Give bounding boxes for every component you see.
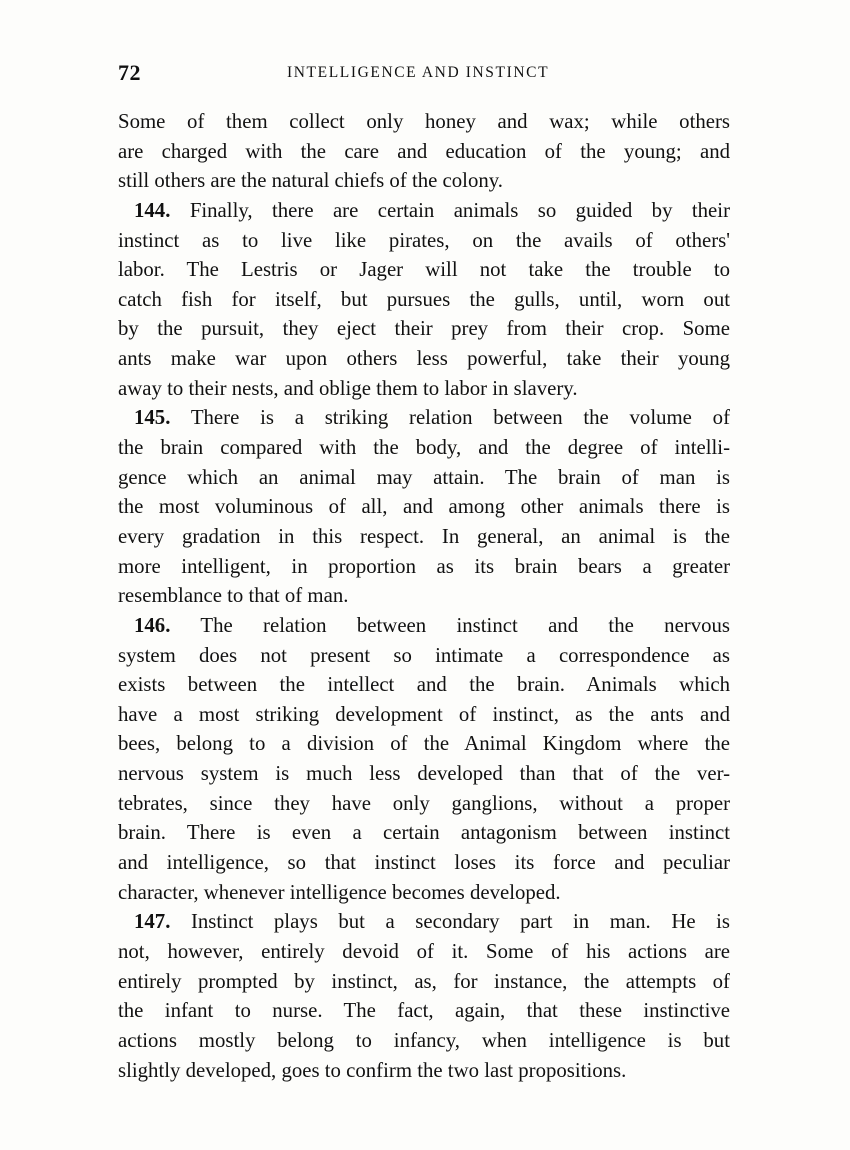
text-line bbox=[118, 403, 730, 433]
paragraph bbox=[118, 403, 730, 610]
text-line bbox=[118, 374, 730, 404]
text-line bbox=[118, 552, 730, 582]
line-text: the infant to nurse. The fact, again, that these instinctive bbox=[118, 999, 730, 1023]
text-line bbox=[118, 878, 730, 908]
line-text: more intelligent, in proportion as its brain bears a greater bbox=[118, 554, 730, 578]
line-text: brain. There is even a certain antagonism between instinct bbox=[118, 821, 730, 845]
text-line bbox=[118, 492, 730, 522]
text-line bbox=[118, 1026, 730, 1056]
line-text: tebrates, since they have only ganglions, without a proper bbox=[118, 791, 730, 815]
text-line bbox=[118, 729, 730, 759]
text-line bbox=[118, 107, 730, 137]
text-line bbox=[118, 818, 730, 848]
line-text: not, however, entirely devoid of it. Some of his actions are bbox=[118, 939, 730, 963]
line-text: Instinct plays but a secondary part in man. He is bbox=[190, 910, 730, 934]
line-text: slightly developed, goes to confirm the two last propositions. bbox=[118, 1058, 627, 1082]
text-line bbox=[118, 166, 730, 196]
line-text: the brain compared with the body, and the degree of intelli- bbox=[118, 436, 730, 460]
text-line bbox=[118, 314, 730, 344]
text-line bbox=[118, 789, 730, 819]
line-text: by the pursuit, they eject their prey from their crop. Some bbox=[118, 317, 730, 341]
line-text: system does not present so intimate a correspondence as bbox=[118, 643, 730, 667]
paragraph bbox=[118, 611, 730, 907]
paragraph-number: 145. bbox=[134, 406, 171, 430]
text-line bbox=[118, 137, 730, 167]
line-text: exists between the intellect and the brain. Animals which bbox=[118, 673, 730, 697]
text-line bbox=[118, 255, 730, 285]
paragraph-number: 144. bbox=[134, 198, 171, 222]
text-line bbox=[118, 996, 730, 1026]
line-text: are charged with the care and education of the young; and bbox=[118, 139, 730, 163]
text-line bbox=[118, 285, 730, 315]
line-text: ants make war upon others less powerful, take their young bbox=[118, 347, 730, 371]
line-text: still others are the natural chiefs of the colony. bbox=[118, 169, 503, 193]
text-line bbox=[118, 522, 730, 552]
paragraph-number: 146. bbox=[134, 613, 171, 637]
running-title: INTELLIGENCE AND INSTINCT bbox=[287, 64, 550, 81]
line-text: gence which an animal may attain. The brain of man is bbox=[118, 465, 730, 489]
text-line bbox=[118, 759, 730, 789]
paragraph bbox=[118, 196, 730, 403]
text-line bbox=[118, 433, 730, 463]
line-text: character, whenever intelligence becomes developed. bbox=[118, 880, 561, 904]
text-line bbox=[118, 907, 730, 937]
line-text: resemblance to that of man. bbox=[118, 584, 349, 608]
body-text bbox=[118, 107, 730, 1085]
text-line bbox=[118, 937, 730, 967]
paragraph bbox=[118, 107, 730, 196]
line-text: Finally, there are certain animals so guided by their bbox=[189, 198, 730, 222]
line-text: bees, belong to a division of the Animal Kingdom where the bbox=[118, 732, 730, 756]
text-line bbox=[118, 581, 730, 611]
text-line bbox=[118, 1056, 730, 1086]
text-line bbox=[118, 967, 730, 997]
line-text: The relation between instinct and the nervous bbox=[200, 613, 730, 637]
text-line bbox=[118, 344, 730, 374]
page-number: 72 bbox=[118, 60, 141, 85]
line-text: away to their nests, and oblige them to labor in slavery. bbox=[118, 376, 578, 400]
text-line bbox=[118, 848, 730, 878]
line-text: catch fish for itself, but pursues the gulls, until, worn out bbox=[118, 287, 730, 311]
text-line bbox=[118, 463, 730, 493]
line-text: every gradation in this respect. In general, an animal is the bbox=[118, 524, 730, 548]
line-text: Some of them collect only honey and wax; while others bbox=[118, 110, 730, 133]
text-line bbox=[118, 670, 730, 700]
text-line bbox=[118, 611, 730, 641]
line-text: instinct as to live like pirates, on the avails of others' bbox=[118, 228, 730, 252]
text-line bbox=[118, 700, 730, 730]
line-text: actions mostly belong to infancy, when intelligence is but bbox=[118, 1028, 730, 1052]
text-line bbox=[118, 226, 730, 256]
line-text: labor. The Lestris or Jager will not take the trouble to bbox=[118, 258, 730, 282]
paragraph bbox=[118, 907, 730, 1085]
text-line bbox=[118, 196, 730, 226]
running-head bbox=[118, 60, 730, 90]
line-text: the most voluminous of all, and among other animals there is bbox=[118, 495, 730, 519]
text-line bbox=[118, 641, 730, 671]
line-text: entirely prompted by instinct, as, for instance, the attempts of bbox=[118, 969, 730, 993]
paragraph-number: 147. bbox=[134, 910, 171, 934]
line-text: There is a striking relation between the volume of bbox=[190, 406, 730, 430]
line-text: nervous system is much less developed than that of the ver- bbox=[118, 762, 730, 786]
line-text: and intelligence, so that instinct loses its force and peculiar bbox=[118, 851, 730, 875]
line-text: have a most striking development of instinct, as the ants and bbox=[118, 702, 730, 726]
